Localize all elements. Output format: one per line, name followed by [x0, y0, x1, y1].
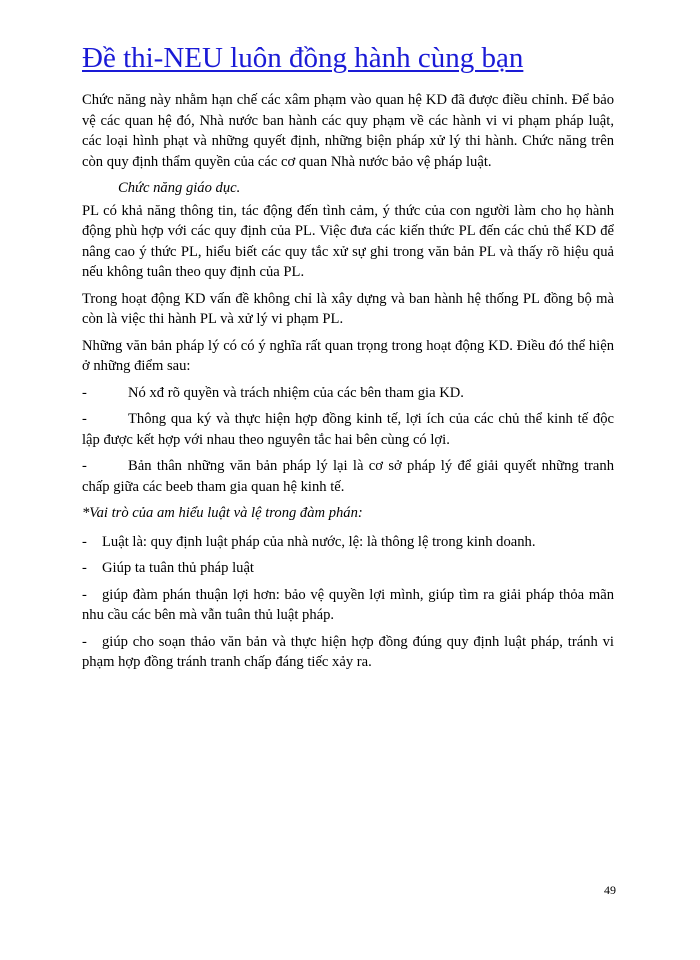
list-item: [82, 632, 614, 673]
paragraph-implementation: Trong hoạt động KD vấn đề không chỉ là xây dựng và ban hành hệ thống PL đồng bộ mà còn là việc thi hành PL và xử lý vi phạm PL.: [82, 290, 614, 327]
paragraph-function-limit: Chức năng này nhằm hạn chế các xâm phạm vào quan hệ KD đã được điều chỉnh. Để bảo vệ các quan hệ đó, Nhà nước ban hành các quy phạm về các hành vi vi phạm pháp luật, các loại hình phạt và những quyết định, những biện pháp xử lý thi hành. Chức năng trên còn quy định thẩm quyền của các cơ quan Nhà nước bảo vệ pháp luật.: [82, 92, 614, 170]
dash-marker: -: [82, 458, 87, 474]
list-item: [82, 409, 614, 450]
list-item-text: Thông qua ký và thực hiện hợp đồng kinh tế, lợi ích của các chủ thể kinh tế độc lập được kết hợp với nhau theo nguyên tắc hai bên cùng có lợi.: [82, 411, 614, 448]
list-item-text: giúp cho soạn thảo văn bản và thực hiện hợp đồng đúng quy định luật pháp, tránh vi phạm hợp đồng tránh tranh chấp đáng tiếc xảy ra.: [82, 633, 614, 670]
dash-marker: -: [82, 533, 87, 550]
list-item: [82, 456, 614, 497]
header-title-link[interactable]: Đề thi-NEU luôn đồng hành cùng bạn: [82, 42, 524, 74]
dash-marker: -: [82, 586, 87, 603]
role-heading: *Vai trò của am hiểu luật và lệ trong đàm phán:: [82, 505, 363, 521]
list-item-text: Nó xđ rõ quyền và trách nhiệm của các bên tham gia KD.: [128, 384, 464, 401]
list-item: [82, 532, 614, 553]
page-number: 49: [604, 883, 616, 897]
dash-marker: -: [82, 560, 87, 576]
list-item-text: Luật là: quy định luật pháp của nhà nước, lệ: là thông lệ trong kinh doanh.: [102, 533, 536, 550]
list-item: [82, 383, 614, 404]
paragraph-education: PL có khả năng thông tin, tác động đến tình cảm, ý thức của con người làm cho họ hành động phù hợp với các quy định của PL. Việc đưa các kiến thức PL đến các chủ thể KD để nâng cao ý thức PL, hiểu biết các quy tắc xử sự ghi trong văn bản PL và thấy rõ hiệu quả nếu không tuân theo quy định của PL.: [82, 202, 614, 280]
dash-marker: -: [82, 633, 87, 650]
list-item-text: Giúp ta tuân thủ pháp luật: [102, 560, 254, 576]
document-page: [82, 40, 614, 679]
list-item-text: Bản thân những văn bản pháp lý lại là cơ sở pháp lý để giải quyết những tranh chấp giữa các beeb tham gia quan hệ kinh tế.: [82, 458, 614, 495]
list-item-text: giúp đàm phán thuận lợi hơn: bảo vệ quyền lợi mình, giúp tìm ra giải pháp thỏa mãn nhu cầu các bên mà vẫn tuân thủ luật pháp.: [82, 586, 614, 623]
dash-marker: -: [82, 384, 87, 401]
dash-marker: -: [82, 411, 87, 427]
list-item: [82, 585, 614, 626]
paragraph-legal-documents: Những văn bản pháp lý có có ý nghĩa rất quan trọng trong hoạt động KD. Điều đó thể hiện ở những điểm sau:: [82, 337, 614, 374]
list-item: [82, 558, 614, 579]
subheading-education: Chức năng giáo dục.: [118, 180, 241, 196]
